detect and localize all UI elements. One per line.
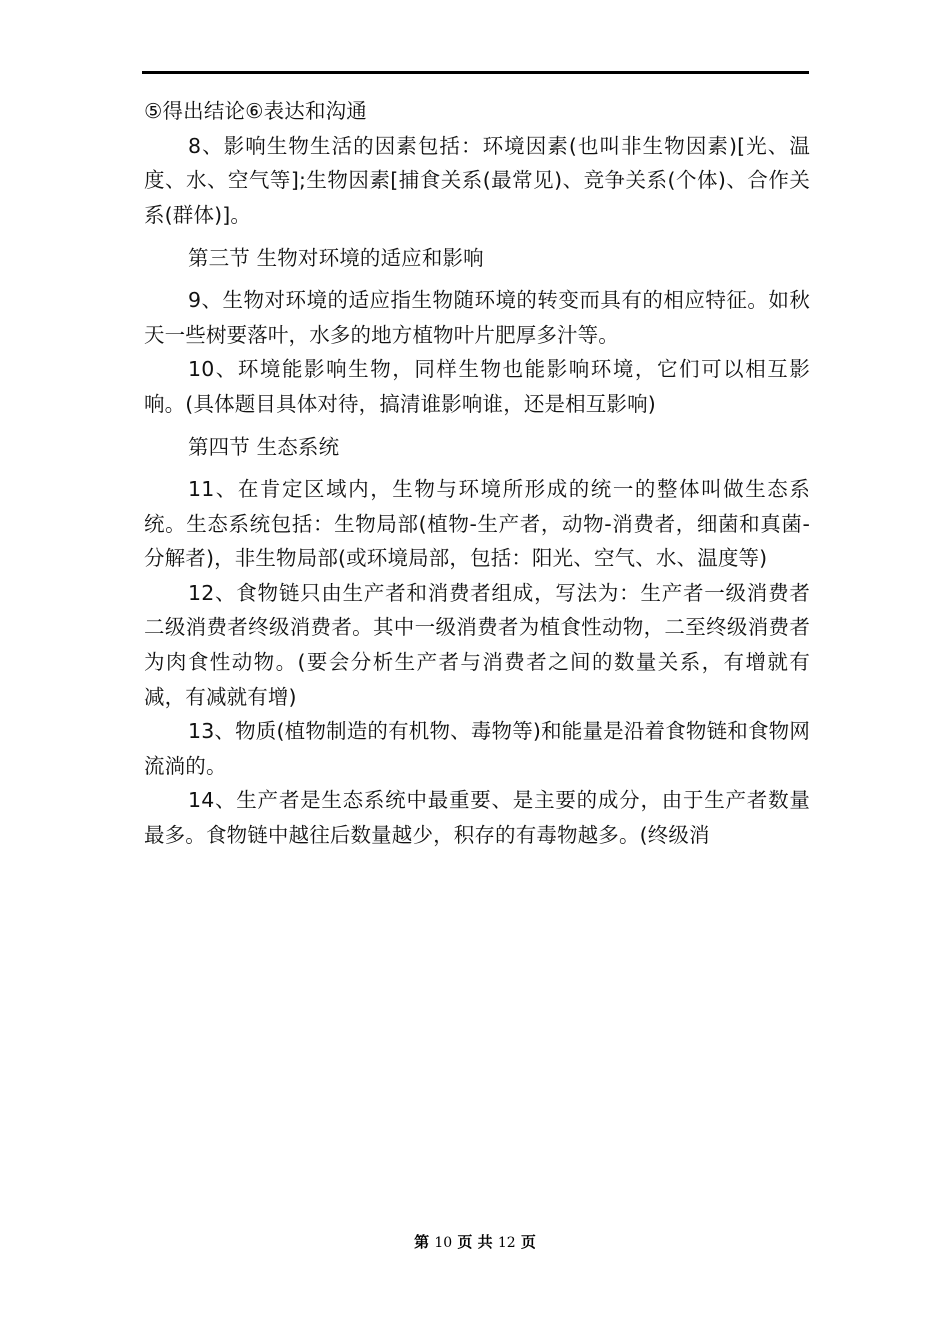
paragraph-12: 12、食物链只由生产者和消费者组成，写法为：生产者一级消费者二级消费者终级消费者。其中一级消费者为植食性动物，二至终级消费者为肉食性动物。(要会分析生产者与消费者之间的数量关系，有增就有减，有减就有增) — [144, 580, 810, 709]
footer-middle: 页 共 — [457, 1233, 493, 1251]
paragraph-9: 9、生物对环境的适应指生物随环境的转变而具有的相应特征。如秋天一些树要落叶，水多的地方植物叶片肥厚多汁等。 — [144, 287, 810, 347]
header-rule — [142, 71, 809, 74]
footer-prefix: 第 — [414, 1233, 430, 1251]
paragraph-10: 10、环境能影响生物，同样生物也能影响环境，它们可以相互影响。(具体题目具体对待，搞清谁影响谁，还是相互影响) — [144, 357, 810, 416]
paragraph-8: 8、影响生物生活的因素包括：环境因素(也叫非生物因素)[光、温度、水、空气等];生物因素[捕食关系(最常见)、竞争关系(个体)、合作关系(群体)]。 — [144, 133, 810, 227]
total-pages-number: 12 — [497, 1235, 516, 1251]
paragraph-steps-end: ⑤得出结论⑥表达和沟通 — [144, 99, 367, 123]
footer-suffix: 页 — [520, 1233, 536, 1251]
page-footer — [0, 1231, 950, 1252]
paragraph-14: 14、生产者是生态系统中最重要、是主要的成分，由于生产者数量最多。食物链中越往后数量越少，积存的有毒物越多。(终级消 — [144, 788, 810, 847]
paragraph-13: 13、物质(植物制造的有机物、毒物等)和能量是沿着食物链和食物网流淌的。 — [144, 719, 810, 778]
document-body — [144, 94, 810, 852]
section-heading-4: 第四节 生态系统 — [188, 435, 340, 460]
current-page-number: 10 — [434, 1235, 453, 1251]
paragraph-11: 11、在肯定区域内，生物与环境所形成的统一的整体叫做生态系统。生态系统包括：生物局部(植物-生产者，动物-消费者，细菌和真菌-分解者)，非生物局部(或环境局部，包括：阳光、空气、水、温度等) — [144, 476, 810, 571]
section-heading-3: 第三节 生物对环境的适应和影响 — [188, 246, 484, 271]
